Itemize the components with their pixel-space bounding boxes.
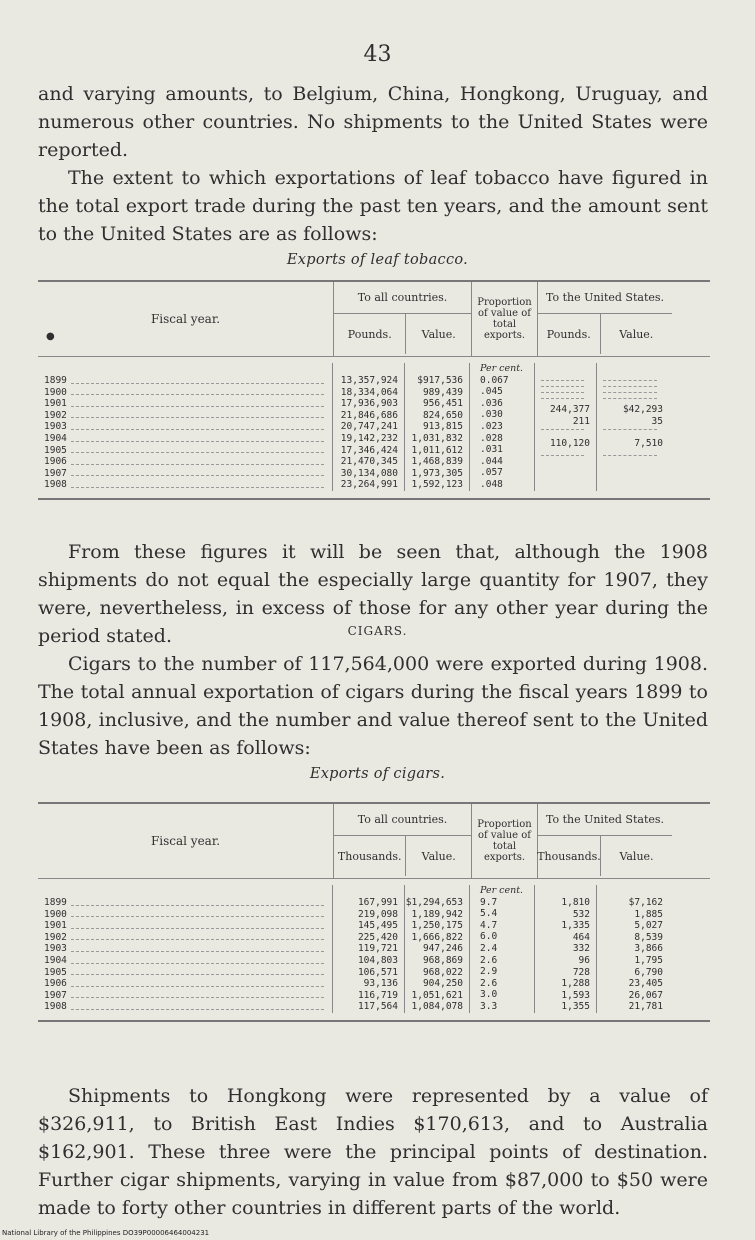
table-row: 1899 [44,375,332,387]
table-cell: 13,357,924 [340,375,398,386]
table-cell: 211 [572,415,590,427]
header-pounds: Pounds. [334,314,406,354]
table-cell: 21,470,345 [340,456,398,468]
table-cell: 9.7 [480,896,498,908]
table-cell: 1,250,175 [411,920,463,932]
table-header [38,804,710,879]
table-cell: 17,936,903 [340,398,398,410]
table-cell: 5,027 [634,920,663,932]
table-cell: 21,781 [628,1001,663,1013]
header-united-states: To the United States. [538,282,672,314]
table-cell: 145,495 [357,920,398,932]
table-cell: 21,846,686 [340,409,398,421]
header-fiscal-year: ● Fiscal year. [38,282,334,356]
column-us-value [597,885,669,1013]
table-cell: 1,795 [634,954,663,966]
table-cell: 2.4 [480,942,498,954]
table-cell: 23,405 [628,978,663,990]
table-row: 1901 [44,398,332,410]
column-value [405,885,470,1013]
table-cell: 947,246 [422,943,463,955]
table-cell: 1,592,123 [411,479,463,491]
table-cell: .048 [480,478,503,490]
table-cell: 1,011,612 [411,444,463,456]
table-cell: $917,536 [417,375,463,386]
table-row: 1908 [44,479,332,491]
table-cell: 1,335 [561,920,590,932]
table-cell: 1,666,822 [411,931,463,943]
header-us-pounds: Pounds. [538,314,601,354]
column-thousands [333,885,405,1013]
paragraph-leaf-summary: From these figures it will be seen that, although the 1908 shipments do not equal the especially large quantity for 1907, they were, nevertheless, in excess of those for any other year during the period stated. [38,541,708,647]
table-cell: .023 [480,420,503,432]
table-cell: .030 [480,409,503,421]
table-row: 1907 [44,468,332,480]
table-row: 1899 [44,897,332,909]
table-cell: 968,869 [422,954,463,966]
table-cell: 1,973,305 [411,467,463,479]
table-row: 1904 [44,433,332,445]
header-us-thousands: Thousands. [538,836,601,876]
table-cell: 464 [572,931,590,943]
table-cell: 2.6 [480,977,498,989]
table-cell: 96 [578,954,590,966]
column-proportion [470,363,535,491]
table-cell: 989,439 [422,386,463,398]
table-row: 1907 [44,990,332,1002]
percent-label: Per cent. [480,363,524,374]
table-cell: 1,593 [561,989,590,1001]
table-cell: .044 [480,455,503,467]
table-row: 1903 [44,421,332,433]
paragraph-cigars-intro: Cigars to the number of 117,564,000 were exported during 1908. The total annual exportation of cigars during the fiscal years 1899 to 1908, inclusive, and the number and value thereof sent to the United States have been as follows: [38,653,708,759]
page-number: 43 [363,42,392,67]
table-cell: 219,098 [357,908,398,920]
table-cell: 17,346,424 [340,444,398,456]
cigar-table-caption: Exports of cigars. [309,766,446,782]
table-cell: 1,031,832 [411,432,463,444]
percent-label: Per cent. [480,885,524,896]
column-proportion [470,885,535,1013]
table-cell: 3.3 [480,1000,498,1012]
column-us-pounds [535,363,597,491]
table-cell: 1,468,839 [411,456,463,468]
table-row: 1904 [44,955,332,967]
table-cell: $1,294,653 [405,897,463,908]
column-value [405,363,470,491]
table-cell: 7,510 [634,438,663,450]
table-cell: 1,051,621 [411,989,463,1001]
table-cell: 0.067 [480,374,509,386]
header-us-value: Value. [619,849,654,863]
table-cell: 532 [572,908,590,920]
library-footer: National Library of the Philippines DO39P00006464004231 [2,1229,210,1237]
paragraph-cigar-destinations: Shipments to Hongkong were represented by a value of $326,911, to British East Indies $170,613, and to Australia $162,901. These three were the principal points of destination. Further cigar shipments, varying in value from $87,000 to $50 were made to forty other countries in different parts of the world. [38,1085,708,1219]
table-cell: 1,355 [561,1001,590,1013]
table-cell: 167,991 [357,897,398,908]
table-row: 1906 [44,978,332,990]
header-group-all-countries [334,282,472,356]
table-row: 1905 [44,445,332,457]
leaf-table-caption: Exports of leaf tobacco. [286,252,469,268]
table-cell: 1,810 [561,897,590,908]
table-cell: 1,084,078 [411,1001,463,1013]
table-cell: 968,022 [422,966,463,978]
table-cell: 117,564 [357,1001,398,1013]
column-us-thousands [535,885,597,1013]
table-cell: 1,288 [561,978,590,990]
table-row: 1903 [44,943,332,955]
table-cell: 2.9 [480,966,498,978]
header-group-united-states [538,804,672,878]
table-cell: 824,650 [422,409,463,421]
header-fiscal-year: Fiscal year. [38,804,334,878]
table-cell: 18,334,064 [340,386,398,398]
table-cell: 1,189,942 [411,908,463,920]
table-cell: 332 [572,943,590,955]
table-row: 1900 [44,387,332,399]
header-value: Value. [421,849,456,863]
table-cell: 3.0 [480,989,498,1001]
table-cell: 106,571 [357,966,398,978]
table-row: 1902 [44,932,332,944]
table-cell: 110,120 [549,438,590,450]
header-proportion: Proportion of value of total exports. [472,804,538,878]
table-cell: 4.7 [480,919,498,931]
paragraph-leaf-intro: The extent to which exportations of leaf tobacco have figured in the total export trade during the past ten years, and the amount sent to the United States are as follows: [38,167,708,245]
leaf-tobacco-table [38,280,710,500]
table-cell: 244,377 [549,404,590,415]
table-cell: .031 [480,444,503,456]
table-cell: 93,136 [363,978,398,990]
column-pounds [333,363,405,491]
header-all-countries: To all countries. [334,804,471,836]
table-row: 1908 [44,1001,332,1013]
header-group-united-states [538,282,672,356]
table-cell: 913,815 [422,421,463,433]
table-cell: .045 [480,386,503,398]
header-us-value: Value. [619,327,654,341]
table-cell: 116,719 [357,989,398,1001]
table-cell: 904,250 [422,978,463,990]
table-body [38,357,710,498]
table-cell: 6.0 [480,931,498,943]
header-united-states: To the United States. [538,804,672,836]
table-row: 1902 [44,410,332,422]
table-cell: 35 [651,415,663,427]
table-row: 1906 [44,456,332,468]
table-cell: $42,293 [622,404,663,415]
table-cell: 119,721 [357,943,398,955]
table-cell: 1,885 [634,908,663,920]
table-cell: 20,747,241 [340,421,398,433]
header-thousands: Thousands. [334,836,406,876]
table-cell: 30,134,080 [340,467,398,479]
cigar-exports-table [38,802,710,1022]
header-all-countries: To all countries. [334,282,471,314]
header-group-all-countries [334,804,472,878]
table-cell: 8,539 [634,931,663,943]
table-cell: 19,142,232 [340,432,398,444]
header-proportion: Proportion of value of total exports. [472,282,538,356]
table-cell: .057 [480,467,503,479]
table-row: 1905 [44,967,332,979]
table-cell: .036 [480,397,503,409]
table-cell: 26,067 [628,989,663,1001]
table-cell: 3,866 [634,943,663,955]
table-body [38,879,710,1020]
column-fiscal-year [38,885,333,1013]
table-cell: 225,420 [357,931,398,943]
table-row: 1900 [44,909,332,921]
paragraph-intro: and varying amounts, to Belgium, China, Hongkong, Uruguay, and numerous other countries. No shipments to the United States were reported. [38,83,708,161]
cigars-heading: CIGARS. [347,624,408,638]
table-cell: 104,803 [357,954,398,966]
table-row: 1901 [44,920,332,932]
table-cell: .028 [480,432,503,444]
table-cell: 2.6 [480,954,498,966]
table-cell: $7,162 [628,897,663,908]
column-us-value [597,363,669,491]
table-header [38,282,710,357]
header-value: Value. [421,327,456,341]
column-fiscal-year [38,363,333,491]
table-cell: 5.4 [480,908,498,920]
table-cell: 6,790 [634,966,663,978]
table-cell: 728 [572,966,590,978]
table-cell: 956,451 [422,398,463,410]
table-cell: 23,264,991 [340,479,398,491]
